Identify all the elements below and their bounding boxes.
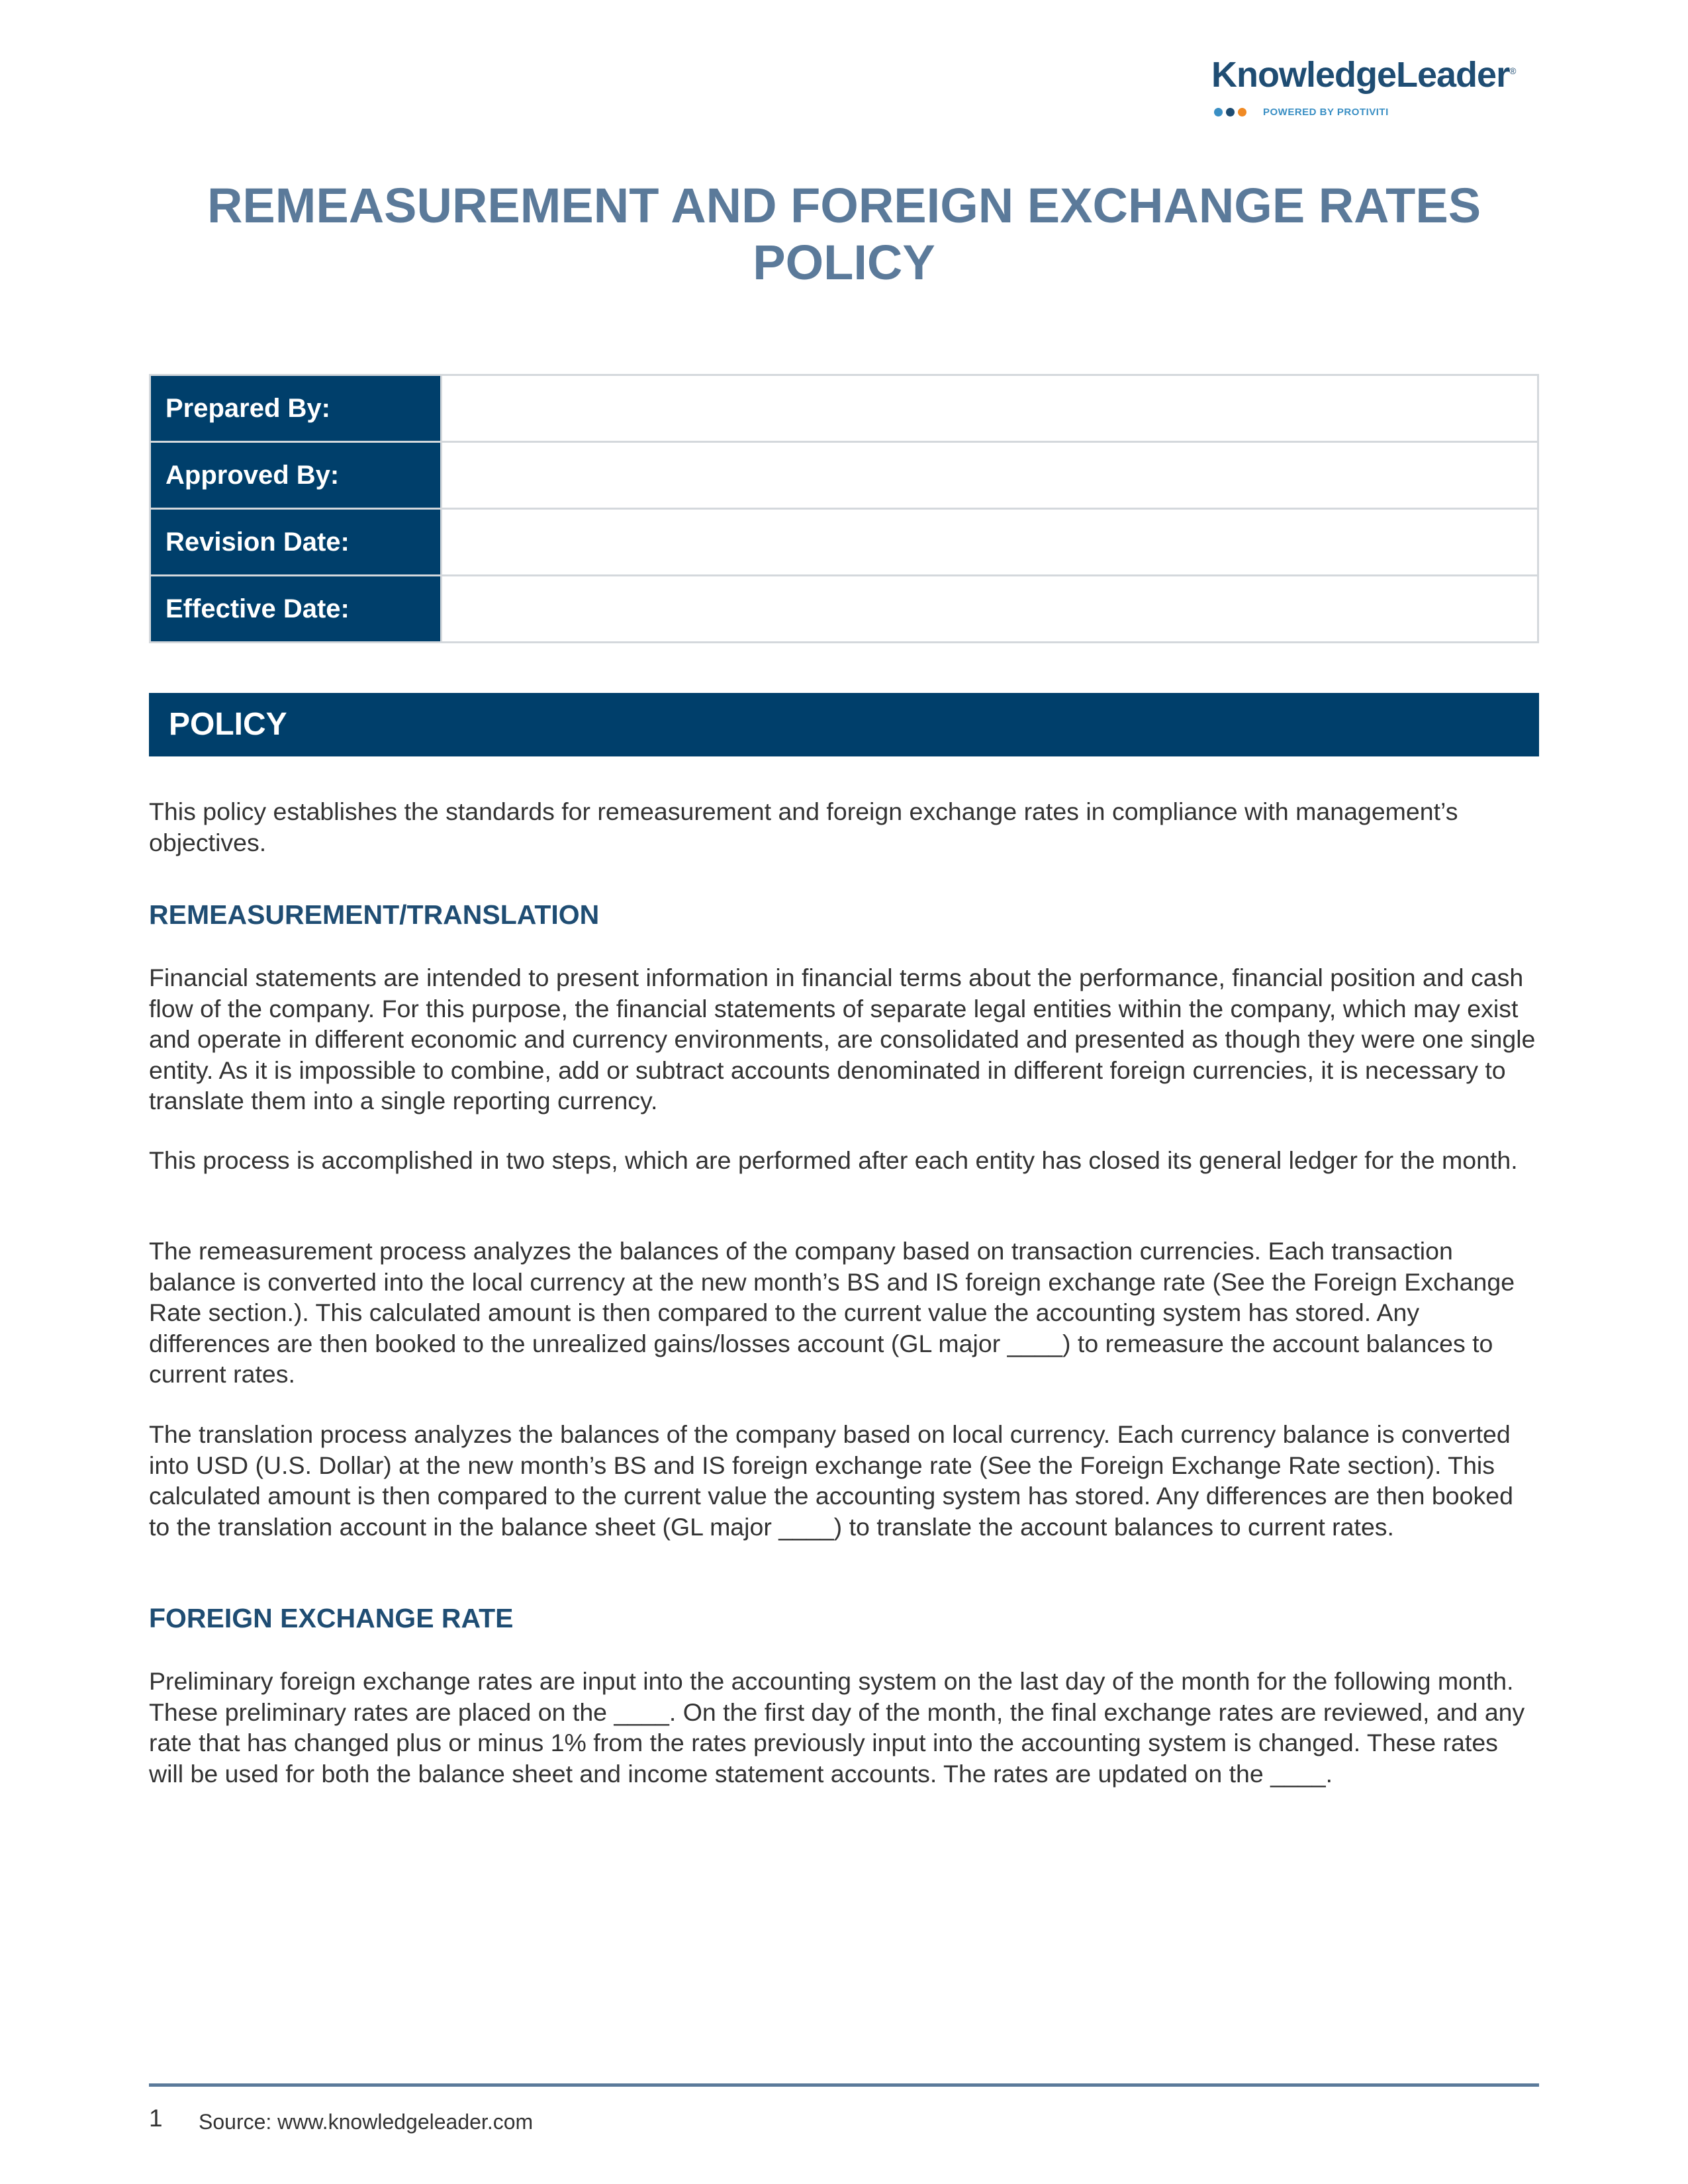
document-title xyxy=(149,177,1539,291)
revision-date-field[interactable] xyxy=(442,509,1538,576)
document-title-line-1: REMEASUREMENT AND FOREIGN EXCHANGE RATES xyxy=(207,178,1481,233)
registered-mark: ® xyxy=(1509,66,1516,76)
logo-dot-1 xyxy=(1214,108,1223,116)
table-row xyxy=(150,576,1538,643)
prepared-by-field[interactable] xyxy=(442,375,1538,442)
remeasurement-paragraph-3: The remeasurement process analyzes the balances of the company based on transaction currencies. Each transaction balance is converted into the local currency at the new month’s BS and IS foreign exchange rate (See the Foreign Exchange Rate section.). This calculated amount is then compared to the current value the accounting system has stored. Any differences are then booked to the unrealized gains/losses account (GL major ____) to remeasure the account balances to current rates. xyxy=(149,1237,1515,1388)
logo-tagline: POWERED BY PROTIVITI xyxy=(1263,106,1389,118)
prepared-by-label: Prepared By: xyxy=(150,375,442,442)
footer-divider xyxy=(149,2083,1539,2087)
effective-date-field[interactable] xyxy=(442,576,1538,643)
table-row xyxy=(150,375,1538,442)
approved-by-label: Approved By: xyxy=(150,442,442,509)
policy-section-header: POLICY xyxy=(149,693,1539,756)
logo-dot-3 xyxy=(1238,108,1246,116)
policy-intro-paragraph: This policy establishes the standards for remeasurement and foreign exchange rates in compliance with management’s objectives. xyxy=(149,797,1458,856)
logo-wordmark: KnowledgeLeader xyxy=(1211,55,1510,95)
page-number: 1 xyxy=(149,2105,163,2132)
fx-rate-heading: FOREIGN EXCHANGE RATE xyxy=(149,1603,514,1633)
logo-tagline-row xyxy=(1214,105,1389,119)
translation-paragraph: The translation process analyzes the balances of the company based on local currency. Each currency balance is converted into USD (U.S. Dollar) at the new month’s BS and IS foreign exchange rate (See the Foreign Exchange Rate section). This calculated amount is then compared to the current value the accounting system has stored. Any differences are then booked to the translation account in the balance sheet (GL major ____) to translate the account balances to current rates. xyxy=(149,1420,1513,1541)
revision-date-label: Revision Date: xyxy=(150,509,442,576)
knowledgeleader-logo xyxy=(1211,54,1542,127)
logo-dot-2 xyxy=(1226,108,1235,116)
approved-by-field[interactable] xyxy=(442,442,1538,509)
table-row xyxy=(150,509,1538,576)
remeasurement-heading: REMEASUREMENT/TRANSLATION xyxy=(149,899,600,930)
footer-source: Source: www.knowledgeleader.com xyxy=(199,2110,534,2134)
document-title-line-2: POLICY xyxy=(753,235,935,290)
table-row xyxy=(150,442,1538,509)
document-meta-table xyxy=(149,374,1539,643)
remeasurement-paragraph-2: This process is accomplished in two steps, which are performed after each entity has closed its general ledger for the month. xyxy=(149,1146,1518,1174)
fx-rate-paragraph: Preliminary foreign exchange rates are input into the accounting system on the last day of the month for the following month. These preliminary rates are placed on the ____. On the first day of the month, the final exchange rates are reviewed, and any rate that has changed plus or minus 1% from the rates previously input into the accounting system is changed. These rates will be used for both the balance sheet and income statement accounts. The rates are updated on the ____. xyxy=(149,1667,1525,1788)
remeasurement-paragraph-1: Financial statements are intended to present information in financial terms about the performance, financial position and cash flow of the company. For this purpose, the financial statements of separate legal entities within the company, which may exist and operate in different economic and currency environments, are consolidated and presented as though they were one single entity. As it is impossible to combine, add or subtract accounts denominated in different foreign currencies, it is necessary to translate them into a single reporting currency. xyxy=(149,964,1536,1115)
effective-date-label: Effective Date: xyxy=(150,576,442,643)
